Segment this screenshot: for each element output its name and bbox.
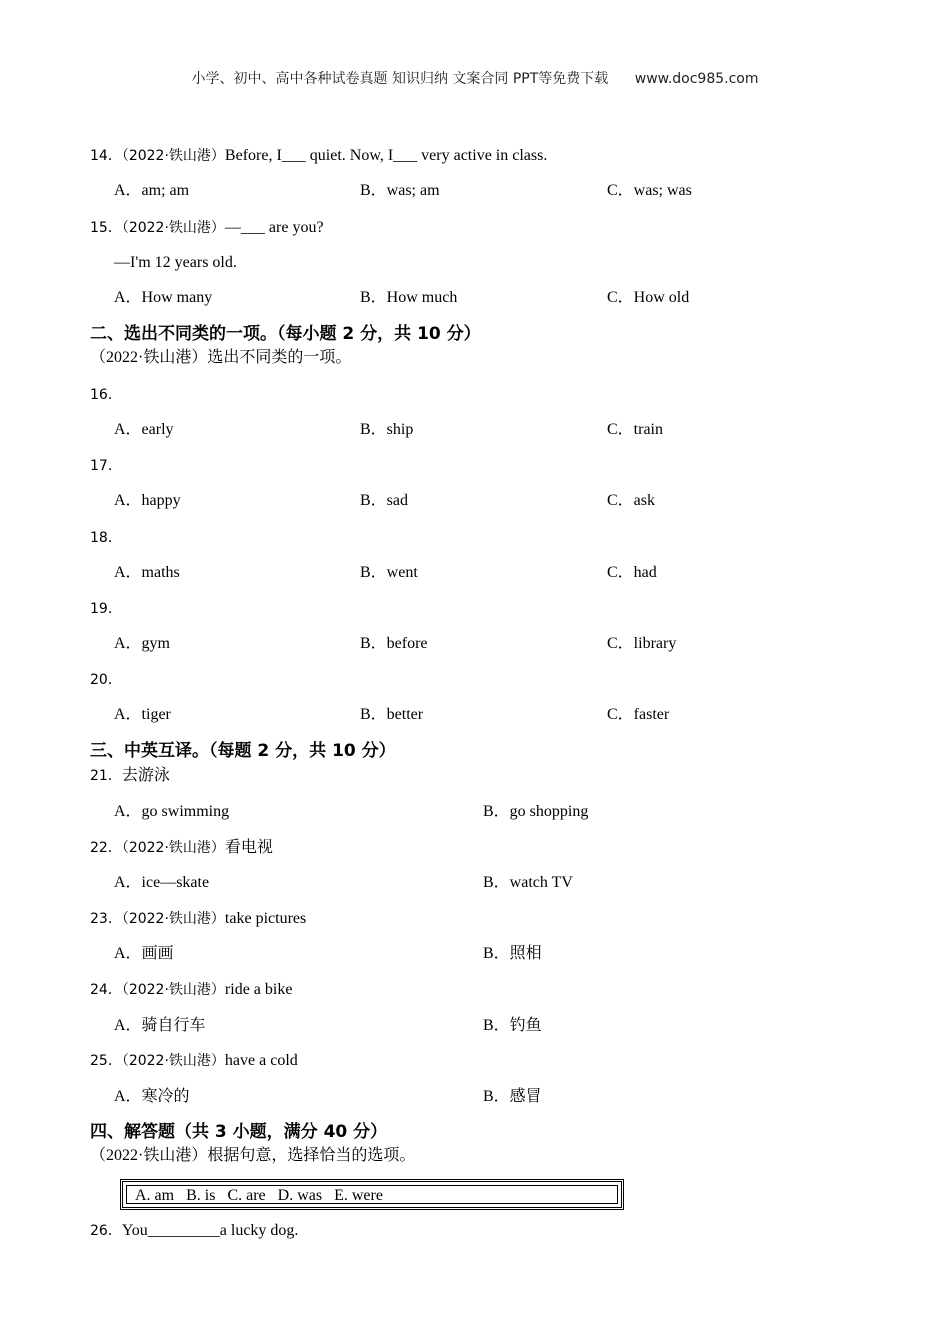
question-24 <box>90 980 292 1000</box>
q22-option-b[interactable]: B．watch TV <box>483 874 573 891</box>
q19-option-a[interactable]: A．gym <box>114 635 171 652</box>
q15-option-a[interactable]: A．How many <box>114 289 213 306</box>
question-text: 去游泳 <box>121 767 170 784</box>
question-text: —___ are you? <box>224 219 324 236</box>
question-18 <box>90 528 122 548</box>
q21-option-a[interactable]: A．go swimming <box>114 803 230 820</box>
q25-option-a[interactable]: A．寒冷的 <box>114 1088 190 1105</box>
q18-option-a[interactable]: A．maths <box>114 564 180 581</box>
q24-option-b[interactable]: B．钓鱼 <box>483 1017 542 1034</box>
question-17 <box>90 456 122 476</box>
q23-option-a[interactable]: A．画画 <box>114 945 174 962</box>
question-23 <box>90 909 306 929</box>
section-2-subtitle: （2022·铁山港）选出不同类的一项。 <box>90 349 352 366</box>
question-text: Before, I___ quiet. Now, I___ very active in class. <box>224 147 548 164</box>
q17-option-c[interactable]: C．ask <box>607 492 656 509</box>
question-20 <box>90 670 122 690</box>
q24-option-a[interactable]: A．骑自行车 <box>114 1017 206 1034</box>
q15-option-c[interactable]: C．How old <box>607 289 690 306</box>
question-number: 14． <box>90 148 122 164</box>
q21-option-b[interactable]: B．go shopping <box>483 803 589 820</box>
header-site: www.doc985.com <box>634 71 759 87</box>
question-number: 22． <box>90 840 122 856</box>
question-text: 看电视 <box>224 839 273 856</box>
question-26 <box>90 1221 298 1241</box>
question-21 <box>90 766 170 786</box>
question-number: 20． <box>90 672 122 688</box>
question-tag: （2022·铁山港） <box>121 911 225 927</box>
section-4-title: 四、解答题（共 3 小题，满分 40 分） <box>90 1122 388 1142</box>
question-text: have a cold <box>224 1052 298 1069</box>
q20-option-c[interactable]: C．faster <box>607 706 670 723</box>
q23-option-b[interactable]: B．照相 <box>483 945 542 962</box>
q15-answer-line: —I'm 12 years old. <box>114 254 237 271</box>
question-number: 17． <box>90 458 122 474</box>
section-3-title: 三、中英互译。（每题 2 分，共 10 分） <box>90 741 396 761</box>
question-15 <box>90 218 324 238</box>
q16-option-c[interactable]: C．train <box>607 421 663 438</box>
q18-option-c[interactable]: C．had <box>607 564 657 581</box>
word-bank-box <box>120 1179 624 1210</box>
q17-option-b[interactable]: B．sad <box>360 492 409 509</box>
q16-option-a[interactable]: A．early <box>114 421 174 438</box>
question-19 <box>90 599 122 619</box>
question-number: 25． <box>90 1053 122 1069</box>
question-14 <box>90 146 547 166</box>
question-number: 24． <box>90 982 122 998</box>
question-number: 23． <box>90 911 122 927</box>
q20-option-b[interactable]: B．better <box>360 706 424 723</box>
q14-option-a[interactable]: A．am; am <box>114 182 190 199</box>
q17-option-a[interactable]: A．happy <box>114 492 181 509</box>
question-number: 21． <box>90 768 122 784</box>
section-2-title: 二、选出不同类的一项。（每小题 2 分，共 10 分） <box>90 324 481 344</box>
q20-option-a[interactable]: A．tiger <box>114 706 171 723</box>
question-number: 15． <box>90 220 122 236</box>
question-16 <box>90 385 122 405</box>
question-22 <box>90 838 273 858</box>
q22-option-a[interactable]: A．ice—skate <box>114 874 210 891</box>
question-number: 18． <box>90 530 122 546</box>
q19-option-c[interactable]: C．library <box>607 635 677 652</box>
header-text: 小学、初中、高中各种试卷真题 知识归纳 文案合同 PPT等免费下载 <box>191 71 609 87</box>
q18-option-b[interactable]: B．went <box>360 564 418 581</box>
page-header <box>0 68 950 88</box>
question-number: 26． <box>90 1223 122 1239</box>
question-tag: （2022·铁山港） <box>121 148 225 164</box>
section-4-subtitle: （2022·铁山港）根据句意，选择恰当的选项。 <box>90 1147 416 1164</box>
question-number: 19． <box>90 601 122 617</box>
q19-option-b[interactable]: B．before <box>360 635 428 652</box>
question-tag: （2022·铁山港） <box>121 220 225 236</box>
question-tag: （2022·铁山港） <box>121 982 225 998</box>
q25-option-b[interactable]: B．感冒 <box>483 1088 542 1105</box>
q16-option-b[interactable]: B．ship <box>360 421 414 438</box>
q14-option-b[interactable]: B．was; am <box>360 182 440 199</box>
q14-option-c[interactable]: C．was; was <box>607 182 692 199</box>
question-tag: （2022·铁山港） <box>121 840 225 856</box>
question-tag: （2022·铁山港） <box>121 1053 225 1069</box>
q15-option-b[interactable]: B．How much <box>360 289 458 306</box>
question-text: You_________a lucky dog. <box>121 1222 299 1239</box>
question-number: 16． <box>90 387 122 403</box>
question-text: ride a bike <box>224 981 293 998</box>
question-25 <box>90 1051 298 1071</box>
question-text: take pictures <box>224 910 307 927</box>
word-bank-text: A. am B. is C. are D. was E. were <box>135 1187 383 1204</box>
